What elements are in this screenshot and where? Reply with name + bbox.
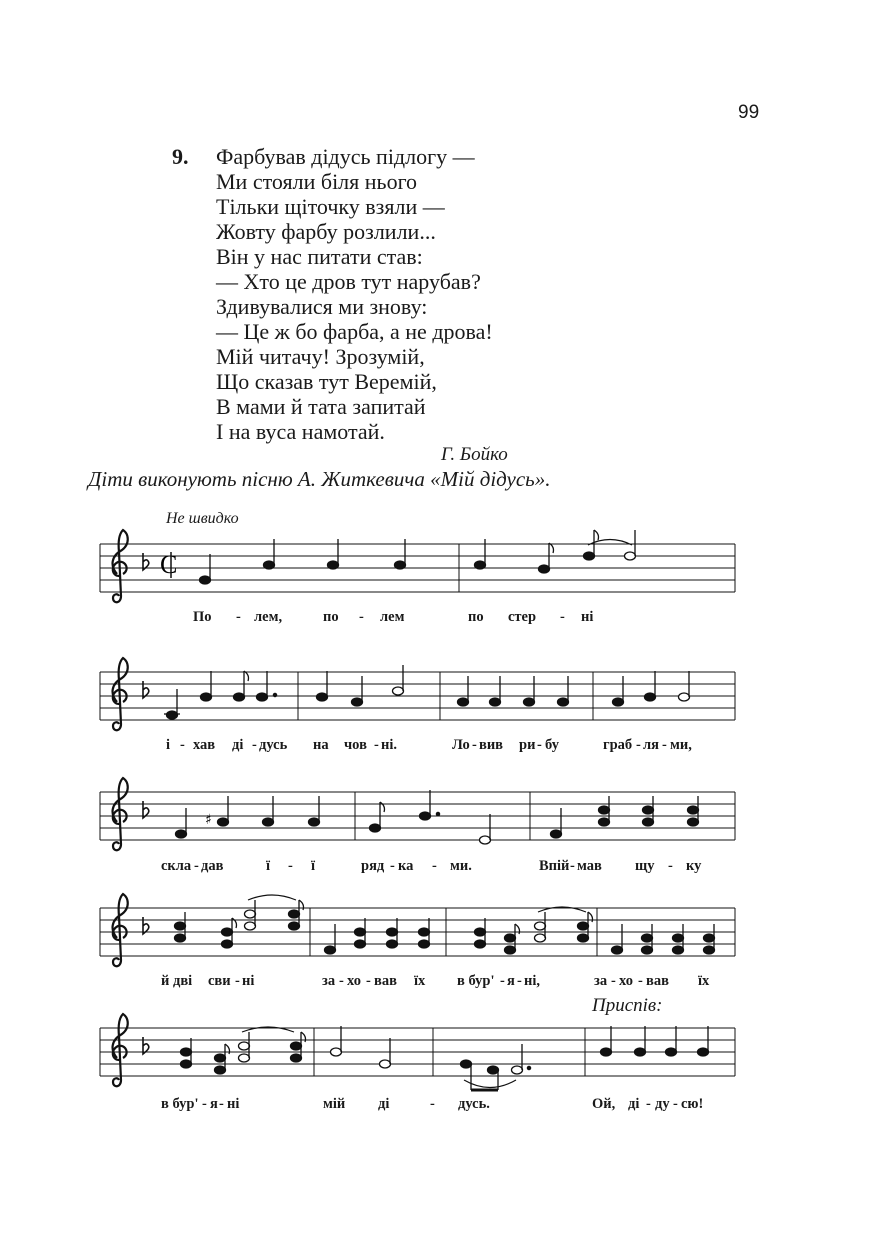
poem-line: Він у нас питати став: <box>216 244 423 269</box>
lyric-syllable: - <box>374 737 379 753</box>
lyric-syllable: - <box>430 1096 435 1112</box>
lyric-syllable: Впій <box>539 858 570 874</box>
refrain-label: Приспів: <box>592 995 663 1016</box>
lyric-syllable: хо <box>347 973 361 989</box>
lyric-syllable: - <box>611 973 616 989</box>
lyric-syllable: - <box>537 737 542 753</box>
staff-2 <box>100 658 735 730</box>
lyric-syllable: ді <box>232 737 244 753</box>
lyric-syllable: - <box>472 737 477 753</box>
lyric-syllable: по <box>468 609 484 625</box>
lyric-syllable: ні <box>242 973 255 989</box>
lyric-syllable: за <box>594 973 608 989</box>
lyric-syllable: - <box>235 973 240 989</box>
song-intro: Діти виконують пісню А. Житкевича «Мій дідусь». <box>88 467 551 491</box>
lyric-syllable: хав <box>193 737 216 753</box>
lyric-syllable: - <box>636 737 641 753</box>
lyric-syllable: ні. <box>381 737 398 753</box>
lyric-syllable: - <box>252 737 257 753</box>
lyric-syllable: - <box>194 858 199 874</box>
lyric-syllable: ні <box>227 1096 240 1112</box>
lyric-syllable: - <box>570 858 575 874</box>
lyric-syllable: ми, <box>670 737 692 753</box>
lyric-syllable: - <box>390 858 395 874</box>
lyric-syllable: ми. <box>450 858 472 874</box>
lyric-syllable: лем <box>380 609 405 625</box>
lyric-syllable: - <box>668 858 673 874</box>
lyric-syllable: ри <box>519 737 536 753</box>
tempo-marking: Не швидко <box>166 510 239 527</box>
lyric-syllable: сви <box>208 973 231 989</box>
lyric-syllable: - <box>646 1096 651 1112</box>
poem-line: Що сказав тут Веремій, <box>216 369 437 394</box>
lyric-syllable: ні <box>581 609 594 625</box>
poem-line: Мій читачу! Зрозумій, <box>216 344 425 369</box>
lyric-syllable: - <box>202 1096 207 1112</box>
poem-line: І на вуса намотай. <box>216 419 385 444</box>
poem-author: Г. Бойко <box>441 444 508 465</box>
lyric-syllable: вив <box>479 737 504 753</box>
lyric-syllable: вав <box>374 973 397 989</box>
lyric-syllable: По <box>193 609 212 625</box>
staff-4 <box>100 894 735 966</box>
lyric-syllable: і <box>166 737 171 753</box>
lyric-syllable: - <box>359 609 364 625</box>
lyric-syllable: - <box>366 973 371 989</box>
lyric-syllable: - <box>500 973 505 989</box>
lyric-syllable: ля <box>643 737 659 753</box>
poem-line: В мами й тата запитай <box>216 394 426 419</box>
lyric-syllable: щу <box>635 858 655 874</box>
lyric-syllable: сю! <box>681 1096 704 1112</box>
lyric-syllable: за <box>322 973 336 989</box>
lyric-syllable: ді <box>628 1096 640 1112</box>
lyric-syllable: лем, <box>254 609 283 625</box>
lyric-syllable: на <box>313 737 329 753</box>
lyric-syllable: чов <box>344 737 367 753</box>
poem-number: 9. <box>172 144 189 169</box>
svg-text:C: C <box>160 550 178 579</box>
lyric-syllable: дав <box>201 858 224 874</box>
poem-line: Ми стояли біля нього <box>216 169 418 194</box>
lyric-syllable: ді <box>378 1096 390 1112</box>
lyric-syllable: хо <box>619 973 633 989</box>
lyric-syllable: - <box>560 609 565 625</box>
lyric-syllable: Ой, <box>592 1096 616 1112</box>
lyric-syllable: ду <box>655 1096 670 1112</box>
staff-3 <box>100 778 735 850</box>
lyric-syllable: граб <box>603 737 633 753</box>
lyric-syllable: Ло <box>452 737 470 753</box>
lyric-syllable: вав <box>646 973 669 989</box>
lyric-syllable: ї <box>266 858 271 874</box>
lyric-syllable: - <box>662 737 667 753</box>
poem-line: Фарбував дідусь підлогу — <box>216 144 475 169</box>
staff-5 <box>100 1014 735 1090</box>
lyric-syllable: ні, <box>524 973 541 989</box>
lyric-syllable: бу <box>545 737 559 753</box>
lyric-syllable: їх <box>414 973 426 989</box>
lyric-syllable: ряд <box>361 858 385 874</box>
lyric-syllable: по <box>323 609 339 625</box>
lyric-syllable: - <box>339 973 344 989</box>
lyric-syllable: в бур' <box>161 1096 199 1112</box>
lyric-syllable: - <box>180 737 185 753</box>
staff-1 <box>100 530 735 602</box>
lyric-syllable: їх <box>698 973 710 989</box>
lyric-syllable: - <box>673 1096 678 1112</box>
poem-line: — Це ж бо фарба, а не дрова! <box>216 319 493 344</box>
lyric-syllable: - <box>219 1096 224 1112</box>
lyric-syllable: стер <box>508 609 537 625</box>
sharp-icon: ♯ <box>205 812 212 828</box>
poem-line: Тільки щіточку взяли — <box>216 194 445 219</box>
lyric-syllable: - <box>288 858 293 874</box>
lyric-syllable: дусь <box>259 737 288 753</box>
lyric-syllable: ї <box>311 858 316 874</box>
lyric-syllable: - <box>638 973 643 989</box>
lyric-syllable: ку <box>686 858 702 874</box>
lyric-syllable: мав <box>577 858 602 874</box>
lyric-syllable: дусь. <box>458 1096 490 1112</box>
lyric-syllable: - <box>236 609 241 625</box>
lyric-syllable: скла <box>161 858 192 874</box>
poem-line: — Хто це дров тут нарубав? <box>216 269 481 294</box>
poem-line: Жовту фарбу розлили... <box>216 219 436 244</box>
page-number: 99 <box>738 102 760 123</box>
lyric-syllable: я <box>210 1096 218 1112</box>
lyric-syllable: в бур' <box>457 973 495 989</box>
lyric-syllable: мій <box>323 1096 346 1112</box>
lyric-syllable: - <box>517 973 522 989</box>
lyric-syllable: я <box>507 973 515 989</box>
lyric-syllable: - <box>432 858 437 874</box>
lyric-syllable: ка <box>398 858 414 874</box>
poem-line: Здивувалися ми знову: <box>216 294 428 319</box>
lyric-syllable: й дві <box>161 973 193 989</box>
